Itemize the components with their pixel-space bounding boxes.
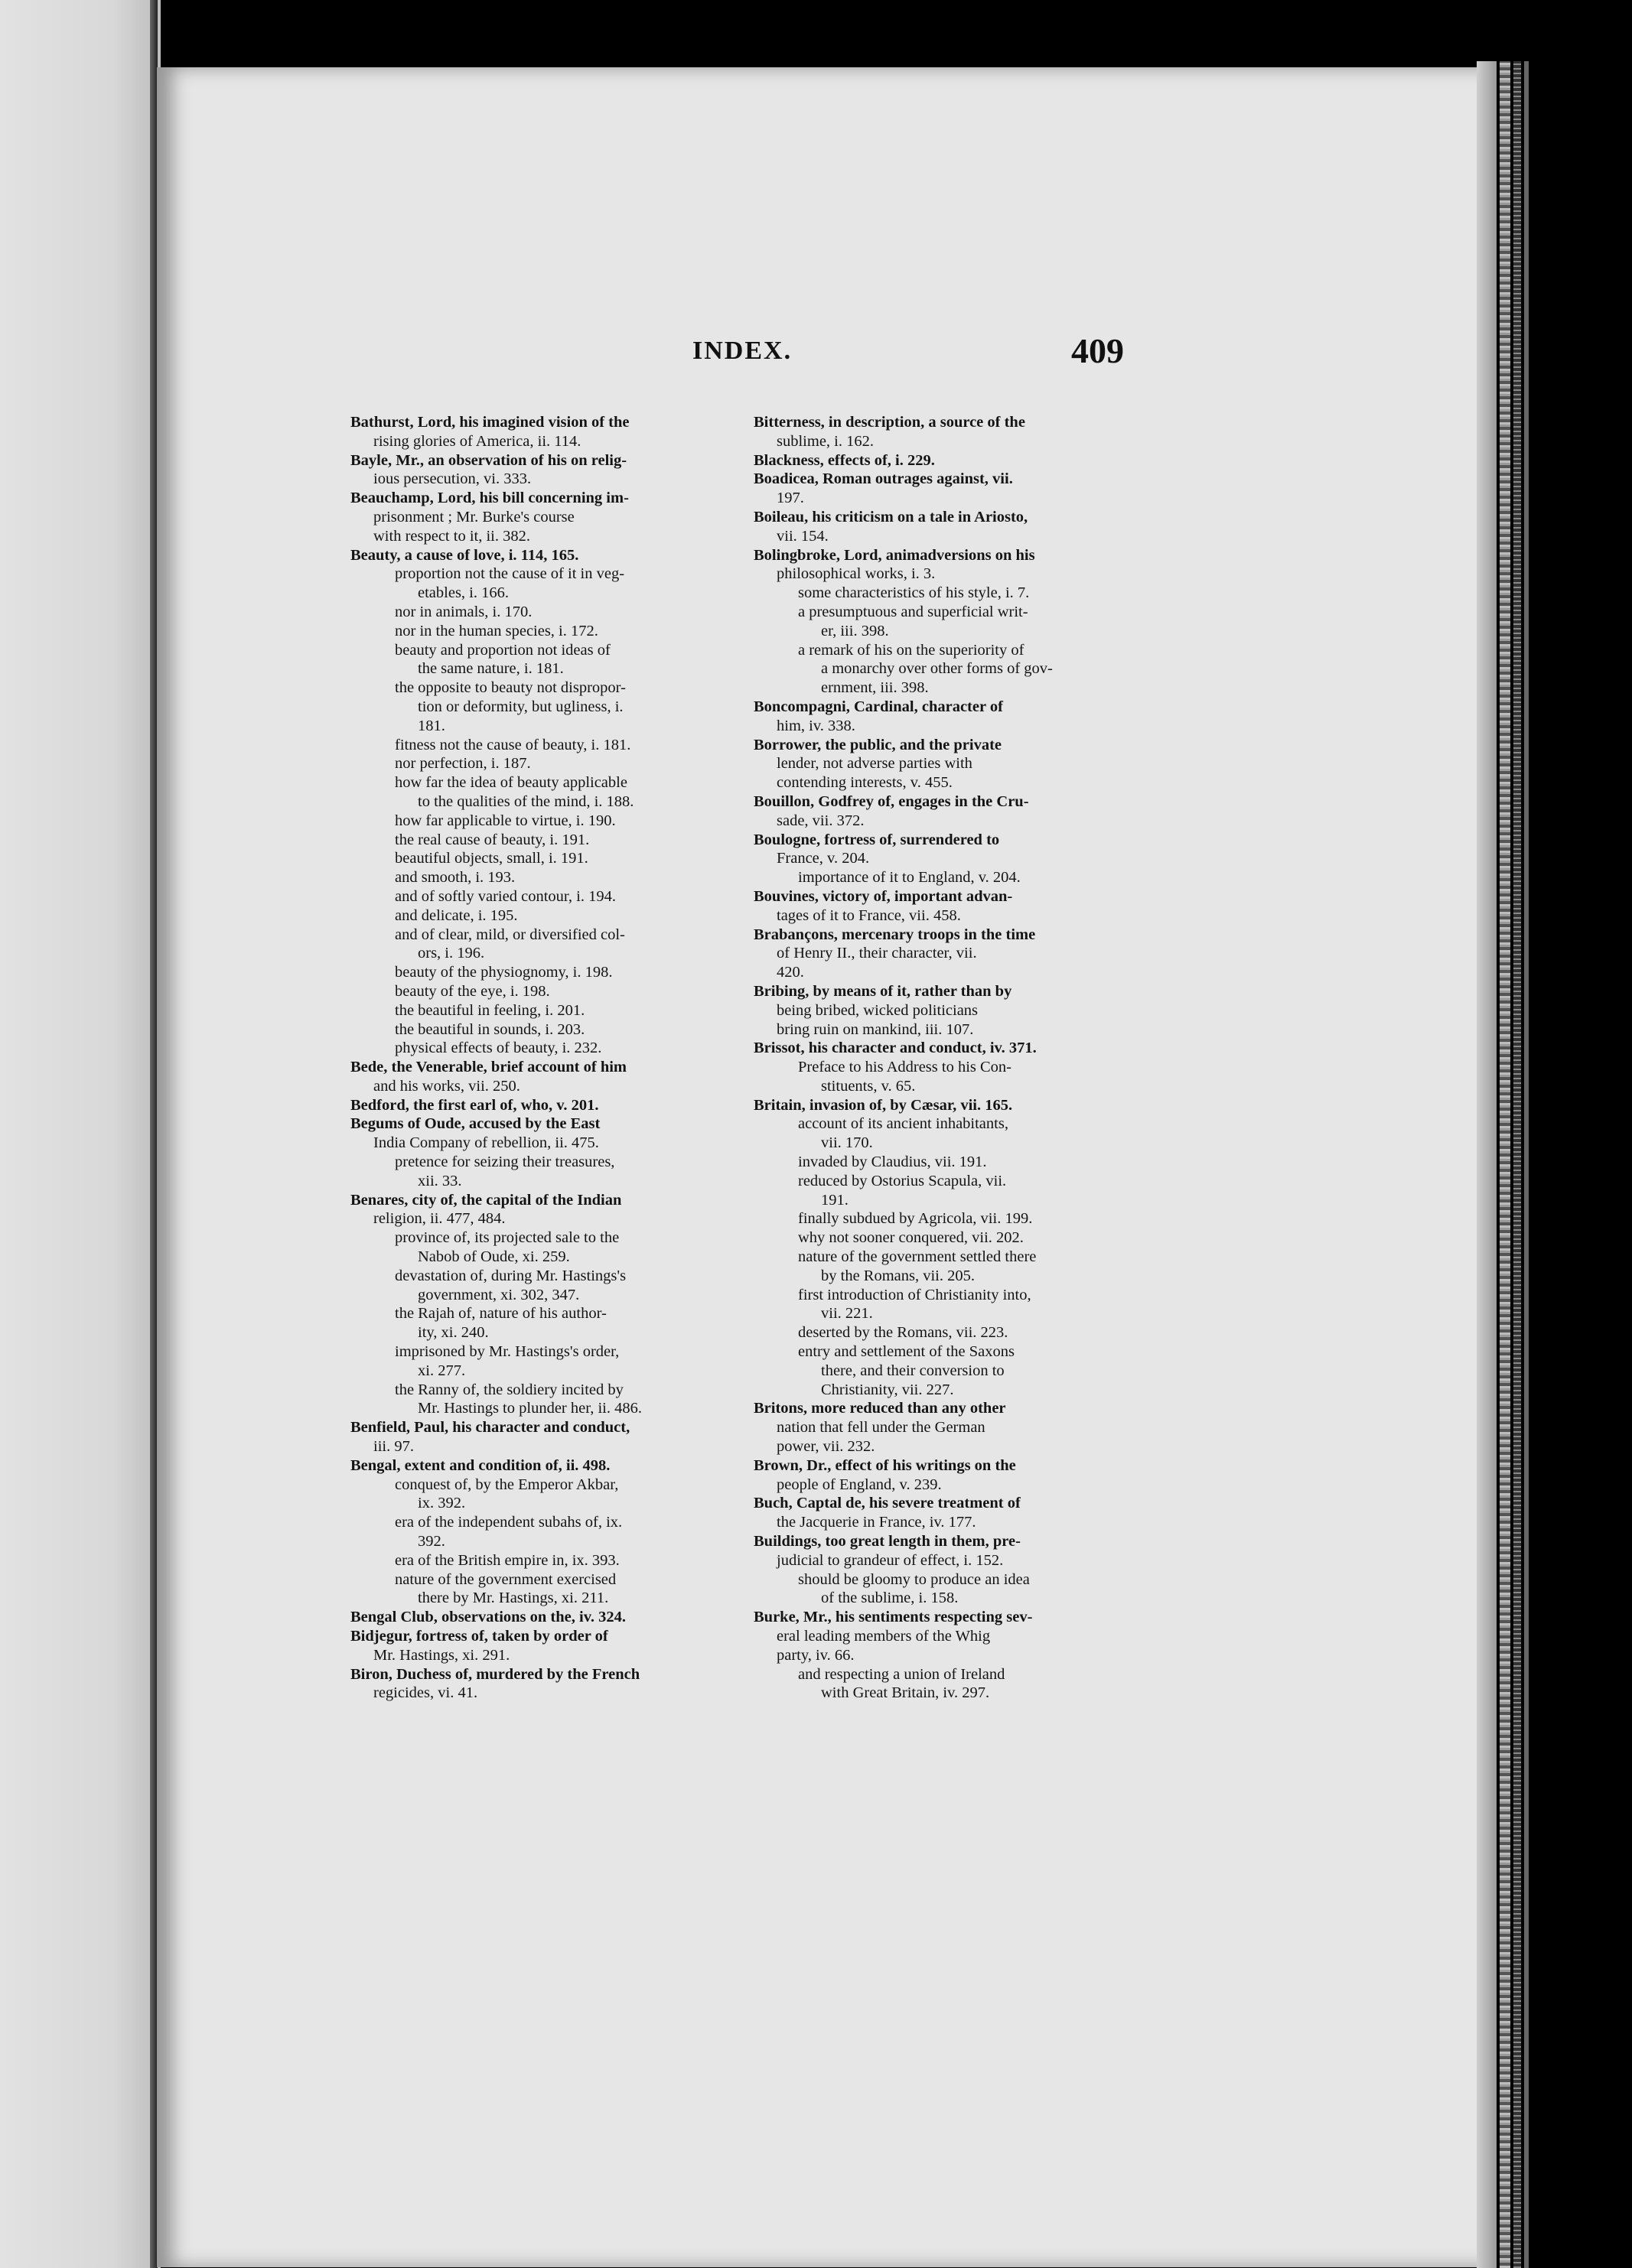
index-subentry [350, 1342, 764, 1381]
index-subentry [754, 1570, 1171, 1609]
index-line: Bolingbroke, Lord, animadversions on his [754, 546, 1035, 564]
index-line: the real cause of beauty, i. 191. [395, 831, 590, 848]
index-line: of the sublime, i. 158. [821, 1590, 959, 1607]
index-line: sade, vii. 372. [777, 812, 865, 829]
index-line: religion, ii. 477, 484. [373, 1210, 506, 1228]
index-line: lender, not adverse parties with [777, 755, 972, 773]
index-line: Burke, Mr., his sentiments respecting sev- [754, 1609, 1033, 1626]
index-entry [350, 1627, 764, 1665]
index-subentry [350, 641, 764, 679]
index-subentry [350, 1381, 764, 1419]
index-line: Benfield, Paul, his character and conduct, [350, 1419, 630, 1437]
index-line: power, vii. 232. [777, 1438, 875, 1456]
index-line: there, and their conversion to [821, 1362, 1005, 1379]
index-line: Buch, Captal de, his severe treatment of [754, 1495, 1021, 1512]
index-line: with respect to it, ii. 382. [373, 527, 530, 545]
index-column-left [350, 413, 764, 1703]
index-entry [350, 489, 764, 545]
index-line: Blackness, effects of, i. 229. [754, 451, 935, 469]
index-subentry [350, 926, 764, 964]
index-line: physical effects of beauty, i. 232. [395, 1040, 602, 1057]
index-subentry [350, 1551, 764, 1570]
index-entry [754, 1494, 1171, 1532]
page-title: INDEX. [692, 337, 793, 365]
index-line: etables, i. 166. [418, 584, 509, 602]
index-line: Mr. Hastings to plunder her, ii. 486. [418, 1400, 642, 1417]
index-entry [350, 1608, 764, 1627]
index-line: vii. 170. [821, 1134, 873, 1152]
index-entry [754, 736, 1171, 792]
index-line: tages of it to France, vii. 458. [777, 906, 961, 924]
index-line: how far applicable to virtue, i. 190. [395, 812, 616, 829]
index-entry [350, 451, 764, 490]
index-line: ix. 392. [418, 1495, 466, 1512]
index-line: era of the independent subahs of, ix. [395, 1514, 623, 1531]
index-subentry [350, 1020, 764, 1040]
index-subentry [350, 906, 764, 926]
index-line: and smooth, i. 193. [395, 869, 516, 887]
index-line: Preface to his Address to his Con- [798, 1059, 1011, 1076]
index-subentry [350, 868, 764, 887]
index-column-right [754, 413, 1171, 1703]
index-line: Bribing, by means of it, rather than by [754, 982, 1012, 1000]
index-subentry [350, 812, 764, 831]
index-subentry [754, 641, 1171, 698]
index-line: beautiful objects, small, i. 191. [395, 850, 588, 867]
index-line: being bribed, wicked politicians [777, 1001, 979, 1019]
index-line: a monarchy over other forms of gov- [821, 660, 1053, 678]
index-line: a presumptuous and superficial writ- [798, 603, 1028, 620]
index-subentry [350, 1228, 764, 1267]
index-line: why not sooner conquered, vii. 202. [798, 1229, 1024, 1247]
index-line: reduced by Ostorius Scapula, vii. [798, 1172, 1007, 1189]
index-line: 181. [418, 717, 445, 734]
index-line: the Ranny of, the soldiery incited by [395, 1381, 624, 1398]
index-entry [350, 1114, 764, 1153]
index-line: tion or deformity, but ugliness, i. [418, 698, 624, 715]
index-line: xi. 277. [418, 1362, 466, 1379]
index-line: the beautiful in feeling, i. 201. [395, 1001, 585, 1019]
index-line: fitness not the cause of beauty, i. 181. [395, 736, 631, 753]
index-line: Boulogne, fortress of, surrendered to [754, 831, 1000, 848]
index-entry [754, 1532, 1171, 1570]
index-line: proportion not the cause of it in veg- [395, 565, 625, 583]
index-entry [350, 1665, 764, 1703]
index-subentry [754, 1248, 1171, 1286]
index-entry [754, 1456, 1171, 1495]
index-line: India Company of rebellion, ii. 475. [373, 1134, 599, 1152]
index-line: regicides, vi. 41. [373, 1684, 478, 1702]
index-line: and respecting a union of Ireland [798, 1665, 1005, 1683]
index-line: France, v. 204. [777, 850, 870, 867]
index-entry [754, 982, 1171, 1039]
index-line: contending interests, v. 455. [777, 774, 953, 792]
index-line: xii. 33. [418, 1172, 462, 1189]
index-line: Begums of Oude, accused by the East [350, 1115, 601, 1133]
index-line: Bitterness, in description, a source of the [754, 414, 1025, 431]
index-subentry [754, 868, 1171, 887]
index-subentry [350, 1001, 764, 1020]
index-line: Bouillon, Godfrey of, engages in the Cru- [754, 792, 1029, 810]
index-subentry [754, 1209, 1171, 1228]
index-line: 392. [418, 1533, 445, 1551]
index-line: Britons, more reduced than any other [754, 1400, 1006, 1417]
index-subentry [754, 1342, 1171, 1399]
index-line: entry and settlement of the Saxons [798, 1343, 1015, 1361]
index-subentry [754, 1286, 1171, 1324]
index-line: ity, xi. 240. [418, 1324, 489, 1342]
index-line: some characteristics of his style, i. 7. [798, 584, 1030, 602]
index-entry [350, 1058, 764, 1096]
index-line: the opposite to beauty not dispropor- [395, 679, 626, 697]
index-entry [754, 413, 1171, 451]
index-line: ernment, iii. 398. [821, 679, 929, 697]
index-line: should be gloomy to produce an idea [798, 1570, 1030, 1588]
index-line: imprisoned by Mr. Hastings's order, [395, 1343, 620, 1361]
index-line: and of clear, mild, or diversified col- [395, 926, 625, 943]
index-line: nature of the government settled there [798, 1248, 1037, 1266]
index-line: Brown, Dr., effect of his writings on the [754, 1456, 1016, 1474]
index-line: nation that fell under the German [777, 1419, 985, 1437]
index-line: nature of the government exercised [395, 1570, 617, 1588]
index-entry [754, 1096, 1171, 1115]
index-line: importance of it to England, v. 204. [798, 869, 1021, 887]
index-subentry [754, 1114, 1171, 1153]
index-line: first introduction of Christianity into, [798, 1286, 1031, 1303]
index-line: prisonment ; Mr. Burke's course [373, 508, 575, 526]
index-line: the Rajah of, nature of his author- [395, 1305, 607, 1323]
index-line: Bede, the Venerable, brief account of him [350, 1059, 627, 1076]
index-subentry [350, 1513, 764, 1551]
index-subentry [350, 1153, 764, 1191]
index-entry [350, 1456, 764, 1476]
index-line: Brabançons, mercenary troops in the time [754, 926, 1036, 943]
index-subentry [754, 1172, 1171, 1210]
index-line: the same nature, i. 181. [418, 660, 564, 678]
index-line: bring ruin on mankind, iii. 107. [777, 1020, 974, 1038]
index-subentry [350, 1039, 764, 1058]
index-subentry [350, 1476, 764, 1514]
index-subentry [350, 849, 764, 868]
index-entry [754, 451, 1171, 470]
index-line: ors, i. 196. [418, 945, 485, 962]
page-number: 409 [1071, 331, 1124, 370]
index-line: eral leading members of the Whig [777, 1628, 991, 1645]
index-entry [754, 1399, 1171, 1456]
index-line: province of, its projected sale to the [395, 1229, 620, 1247]
index-line: 191. [821, 1191, 849, 1209]
index-subentry [754, 1665, 1171, 1703]
index-entry [754, 1039, 1171, 1058]
index-subentry [350, 831, 764, 850]
page-edges [1477, 61, 1632, 2268]
index-line: Beauchamp, Lord, his bill concerning im- [350, 490, 629, 507]
index-entry [350, 546, 764, 565]
index-subentry [754, 1228, 1171, 1248]
index-line: Biron, Duchess of, murdered by the French [350, 1665, 640, 1683]
index-subentry [350, 982, 764, 1001]
index-line: beauty of the eye, i. 198. [395, 982, 550, 1000]
index-line: to the qualities of the mind, i. 188. [418, 792, 634, 810]
index-entry [754, 546, 1171, 584]
index-line: Beauty, a cause of love, i. 114, 165. [350, 546, 579, 564]
index-line: Bouvines, victory of, important advan- [754, 887, 1013, 905]
index-line: ious persecution, vi. 333. [373, 470, 532, 488]
index-subentry [350, 754, 764, 773]
index-line: pretence for seizing their treasures, [395, 1154, 615, 1171]
index-line: with Great Britain, iv. 297. [821, 1684, 990, 1702]
index-subentry [350, 773, 764, 812]
index-line: deserted by the Romans, vii. 223. [798, 1324, 1008, 1342]
index-line: there by Mr. Hastings, xi. 211. [418, 1590, 609, 1607]
index-line: and delicate, i. 195. [395, 906, 518, 924]
index-line: finally subdued by Agricola, vii. 199. [798, 1210, 1033, 1228]
index-line: nor in the human species, i. 172. [395, 622, 598, 639]
index-line: Boileau, his criticism on a tale in Ariosto, [754, 508, 1028, 526]
index-line: by the Romans, vii. 205. [821, 1267, 976, 1284]
index-line: nor perfection, i. 187. [395, 755, 531, 773]
index-line: vii. 221. [821, 1305, 873, 1323]
index-line: and of softly varied contour, i. 194. [395, 887, 616, 905]
index-line: 420. [777, 964, 804, 981]
index-line: Buildings, too great length in them, pre- [754, 1533, 1021, 1551]
index-line: government, xi. 302, 347. [418, 1286, 580, 1303]
index-line: Boadicea, Roman outrages against, vii. [754, 470, 1013, 488]
index-line: of Henry II., their character, vii. [777, 945, 977, 962]
index-entry [754, 926, 1171, 982]
index-line: invaded by Claudius, vii. 191. [798, 1154, 987, 1171]
index-line: Bidjegur, fortress of, taken by order of [350, 1628, 608, 1645]
index-entry [350, 1191, 764, 1229]
index-line: Bengal Club, observations on the, iv. 324. [350, 1609, 626, 1626]
index-line: stituents, v. 65. [821, 1077, 916, 1095]
index-line: er, iii. 398. [821, 622, 889, 639]
index-line: Brissot, his character and conduct, iv. 371. [754, 1040, 1037, 1057]
index-line: Nabob of Oude, xi. 259. [418, 1248, 570, 1266]
index-line: Bayle, Mr., an observation of his on relig- [350, 451, 627, 469]
index-subentry [754, 1153, 1171, 1172]
index-subentry [754, 603, 1171, 641]
index-entry [754, 508, 1171, 546]
index-line: nor in animals, i. 170. [395, 603, 533, 620]
index-line: judicial to grandeur of effect, i. 152. [777, 1551, 1004, 1569]
index-line: people of England, v. 239. [777, 1476, 942, 1493]
index-line: era of the British empire in, ix. 393. [395, 1551, 620, 1569]
index-line: a remark of his on the superiority of [798, 641, 1024, 659]
index-subentry [350, 1304, 764, 1342]
index-line: Christianity, vii. 227. [821, 1381, 954, 1398]
index-line: conquest of, by the Emperor Akbar, [395, 1476, 619, 1493]
index-line: vii. 154. [777, 527, 829, 545]
index-subentry [754, 1323, 1171, 1342]
index-subentry [754, 584, 1171, 603]
index-subentry [350, 963, 764, 982]
index-line: Bengal, extent and condition of, ii. 498. [350, 1456, 611, 1474]
index-subentry [350, 603, 764, 622]
index-entry [754, 792, 1171, 831]
index-subentry [350, 736, 764, 755]
index-line: the beautiful in sounds, i. 203. [395, 1020, 585, 1038]
index-entry [350, 1096, 764, 1115]
index-line: Bedford, the first earl of, who, v. 201. [350, 1096, 599, 1114]
index-line: Benares, city of, the capital of the Indian [350, 1191, 622, 1209]
index-line: him, iv. 338. [777, 717, 855, 734]
index-line: beauty and proportion not ideas of [395, 641, 611, 659]
index-line: rising glories of America, ii. 114. [373, 432, 581, 450]
index-subentry [350, 887, 764, 906]
index-subentry [350, 565, 764, 603]
index-line: beauty of the physiognomy, i. 198. [395, 964, 613, 981]
index-subentry [350, 1570, 764, 1609]
index-line: and his works, vii. 250. [373, 1077, 520, 1095]
index-line: how far the idea of beauty applicable [395, 774, 627, 792]
index-line: Mr. Hastings, xi. 291. [373, 1646, 510, 1664]
index-entry [754, 698, 1171, 736]
index-entry [350, 1418, 764, 1456]
index-subentry [350, 622, 764, 641]
index-line: sublime, i. 162. [777, 432, 874, 450]
index-entry [754, 887, 1171, 926]
index-line: Britain, invasion of, by Cæsar, vii. 165. [754, 1096, 1013, 1114]
index-line: the Jacquerie in France, iv. 177. [777, 1514, 976, 1531]
index-line: Borrower, the public, and the private [754, 736, 1002, 753]
index-subentry [350, 1267, 764, 1305]
index-entry [754, 831, 1171, 869]
index-entry [754, 470, 1171, 508]
index-line: devastation of, during Mr. Hastings's [395, 1267, 627, 1284]
index-line: Boncompagni, Cardinal, character of [754, 698, 1003, 715]
index-line: Bathurst, Lord, his imagined vision of the [350, 414, 630, 431]
running-header [0, 331, 1632, 382]
index-subentry [754, 1058, 1171, 1096]
index-subentry [350, 678, 764, 735]
index-entry [350, 413, 764, 451]
index-line: account of its ancient inhabitants, [798, 1115, 1008, 1133]
index-entry [754, 1608, 1171, 1664]
index-line: 197. [777, 490, 804, 507]
index-line: philosophical works, i. 3. [777, 565, 936, 583]
index-line: party, iv. 66. [777, 1646, 855, 1664]
index-line: iii. 97. [373, 1438, 414, 1456]
